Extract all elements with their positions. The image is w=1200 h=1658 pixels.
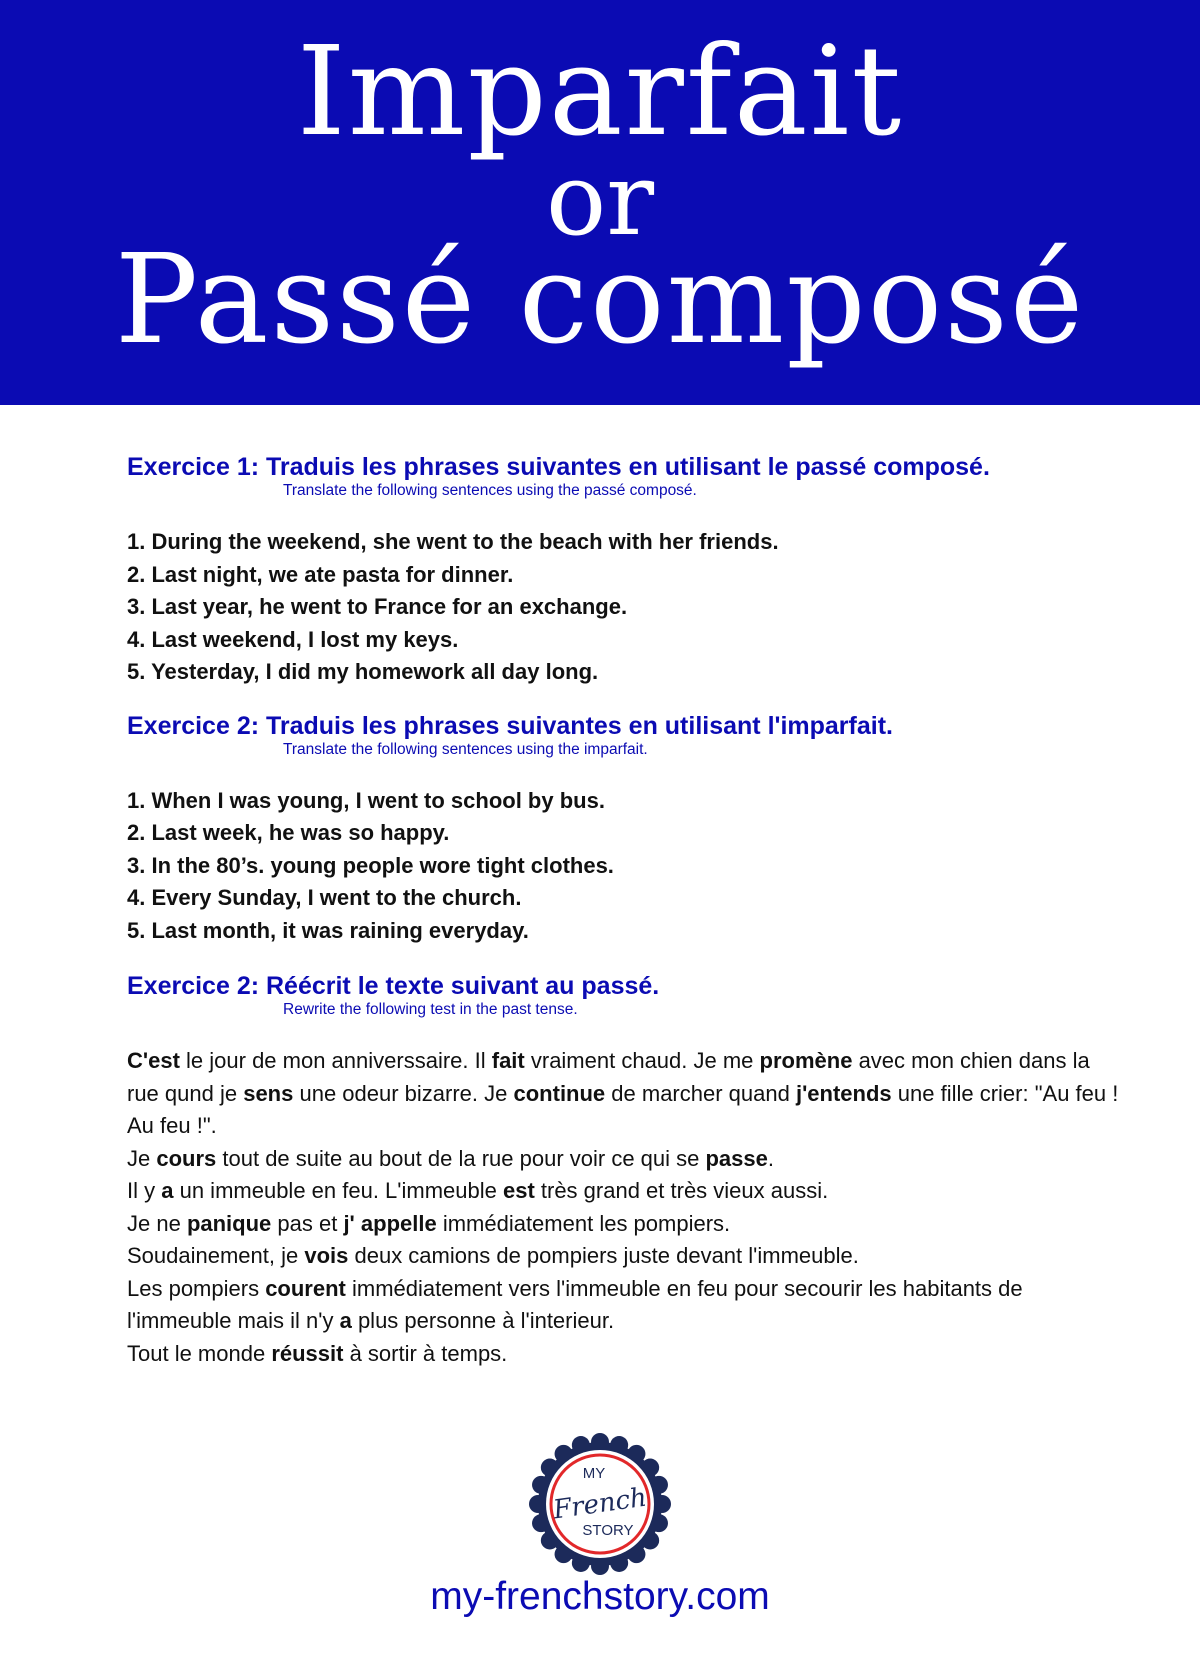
story-verb: fait: [491, 1048, 525, 1073]
exercise-2-item: 2. Last week, he was so happy.: [127, 820, 450, 845]
exercise-1-title: Exercice 1: Traduis les phrases suivantes en utilisant le passé composé.: [127, 453, 990, 481]
story-verb: est: [502, 1178, 535, 1203]
story-segment: plus personne à l'interieur.: [351, 1308, 615, 1333]
exercise-1-list: [127, 526, 1127, 689]
story-segment: le jour de mon anniverssaire. Il: [179, 1048, 492, 1073]
exercise-1-item: 1. During the weekend, she went to the beach with her friends.: [127, 529, 779, 554]
title-line-imparfait: Imparfait: [296, 20, 904, 164]
logo-text-story: STORY: [582, 1522, 634, 1539]
exercise-1-item: 3. Last year, he went to France for an exchange.: [127, 594, 628, 619]
story-verb: j' appelle: [343, 1210, 437, 1236]
exercises-content: [127, 452, 1127, 1370]
exercise-1-item: 5. Yesterday, I did my homework all day long.: [127, 659, 599, 684]
story-verb: panique: [186, 1210, 272, 1236]
logo-text-my: MY: [582, 1465, 606, 1482]
story-segment: immédiatement les pompiers.: [436, 1210, 731, 1236]
exercise-3-title: Exercice 2: Réécrit le texte suivant au passé.: [127, 972, 660, 1000]
exercise-2-title: Exercice 2: Traduis les phrases suivantes en utilisant l'imparfait.: [127, 711, 893, 740]
story-verb: cours: [156, 1145, 217, 1171]
exercise-3-subtitle: Rewrite the following test in the past tense.: [283, 1001, 578, 1018]
story-verb: sens: [243, 1080, 294, 1106]
logo-text-french: French: [551, 1482, 649, 1526]
story-segment: Les pompiers: [127, 1275, 266, 1301]
story-paragraph: [127, 1273, 1127, 1338]
story-verb: j'entends: [795, 1080, 892, 1106]
exercise-2-item: 3. In the 80’s. young people wore tight clothes.: [127, 852, 614, 878]
story-segment: à sortir à temps.: [343, 1340, 508, 1366]
story-paragraph: [127, 1175, 1127, 1208]
story-verb: a: [339, 1308, 352, 1333]
title-line-passe-compose: Passé composé: [114, 228, 1086, 372]
exercise-2-item: 1. When I was young, I went to school by bus.: [127, 787, 605, 813]
story-segment: deux camions de pompiers juste devant l'immeuble.: [348, 1243, 859, 1268]
story-segment: immédiatement vers l'immeuble en feu pour secourir les habitants de l'immeuble mais il n'y: [127, 1275, 1023, 1333]
story-segment: une odeur bizarre. Je: [293, 1080, 514, 1106]
story-segment: très grand et très vieux aussi.: [534, 1178, 829, 1203]
story-verb: a: [161, 1178, 174, 1203]
story-paragraph: [127, 1045, 1127, 1143]
exercise-1-subtitle: Translate the following sentences using the passé composé.: [283, 482, 697, 499]
story-paragraph: [127, 1338, 1127, 1371]
story-verb: C'est: [127, 1048, 180, 1073]
story-verb: promène: [759, 1048, 853, 1073]
website-link[interactable]: my-frenchstory.com: [430, 1575, 770, 1618]
story-segment: vraiment chaud. Je me: [524, 1048, 760, 1073]
exercise-1: [127, 452, 1127, 689]
exercise-2-item: 4. Every Sunday, I went to the church.: [127, 885, 522, 910]
story-paragraph: [127, 1143, 1127, 1176]
story-verb: courent: [265, 1275, 346, 1301]
story-text: [127, 1045, 1127, 1370]
story-verb: réussit: [271, 1340, 344, 1366]
story-segment: tout de suite au bout de la rue pour voir ce qui se: [216, 1145, 706, 1171]
story-segment: Il y: [127, 1178, 162, 1203]
story-segment: Tout le monde: [127, 1340, 272, 1366]
title-banner: [0, 0, 1200, 405]
exercise-1-item: 2. Last night, we ate pasta for dinner.: [127, 561, 514, 587]
story-segment: pas et: [271, 1210, 344, 1236]
exercise-2: [127, 711, 1127, 948]
title-line-or: or: [545, 141, 654, 258]
story-paragraph: [127, 1240, 1127, 1273]
exercise-3: [127, 971, 1127, 1370]
exercise-2-subtitle: Translate the following sentences using the imparfait.: [283, 740, 648, 758]
story-segment: .: [767, 1145, 774, 1171]
story-segment: de marcher quand: [605, 1080, 796, 1106]
my-french-story-logo: [528, 1432, 672, 1576]
story-segment: avec mon chien dans la rue qund je: [127, 1048, 1090, 1106]
story-paragraph: [127, 1208, 1127, 1241]
story-segment: Soudainement, je: [127, 1243, 305, 1268]
story-verb: vois: [304, 1243, 349, 1268]
story-verb: continue: [513, 1080, 606, 1106]
story-segment: Je ne: [127, 1210, 187, 1236]
story-segment: Je: [127, 1145, 157, 1171]
story-segment: un immeuble en feu. L'immeuble: [173, 1178, 503, 1203]
exercise-2-item: 5. Last month, it was raining everyday.: [127, 917, 529, 943]
story-verb: passe: [705, 1145, 768, 1171]
exercise-2-list: [127, 785, 1127, 948]
story-segment: une fille crier: "Au feu ! Au feu !".: [127, 1080, 1119, 1138]
exercise-1-item: 4. Last weekend, I lost my keys.: [127, 626, 459, 652]
